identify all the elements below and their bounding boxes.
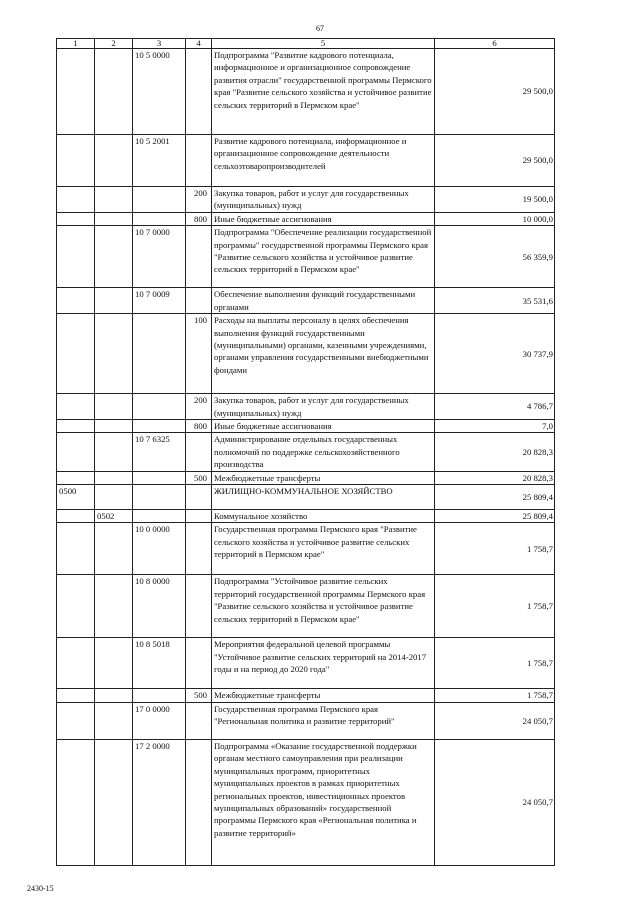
cell-c6: 1 758,7	[435, 523, 555, 575]
cell-c5: Иные бюджетные ассигнования	[212, 420, 435, 433]
cell-c6: 24 050,7	[435, 702, 555, 739]
cell-c3	[133, 314, 186, 394]
cell-c1	[57, 226, 95, 288]
cell-c2	[95, 575, 133, 638]
cell-c4	[186, 739, 212, 865]
cell-c6: 1 758,7	[435, 575, 555, 638]
table-row	[57, 288, 555, 314]
cell-c5: Подпрограмма "Развитие кадрового потенциала, информационное и организационное сопровождение развития отрасли" государственной программы Пермского края "Развитие сельского хозяйства и устойчивое развитие сельских территорий в Пермском крае"	[212, 49, 435, 135]
cell-c6: 20 828,3	[435, 471, 555, 484]
cell-c3	[133, 420, 186, 433]
cell-c3	[133, 485, 186, 510]
cell-c1	[57, 638, 95, 689]
cell-c6: 4 786,7	[435, 394, 555, 420]
cell-c4	[186, 638, 212, 689]
cell-c3	[133, 212, 186, 225]
cell-c5: Подпрограмма «Оказание государственной поддержки органам местного самоуправления при реализации муниципальных программ, приоритетных муниципальных проектов в рамках приоритетных региональных проектов, инвестиционных проектов муниципальных образований» государственной программы Пермского края «Региональная политика и развитие территорий»	[212, 739, 435, 865]
cell-c2	[95, 226, 133, 288]
cell-c4	[186, 485, 212, 510]
cell-c3: 10 8 0000	[133, 575, 186, 638]
cell-c5: Государственная программа Пермского края "Региональная политика и развитие территорий"	[212, 702, 435, 739]
cell-c4	[186, 135, 212, 187]
cell-c3	[133, 187, 186, 213]
cell-c3: 10 7 6325	[133, 433, 186, 471]
cell-c2	[95, 135, 133, 187]
cell-c3: 10 7 0009	[133, 288, 186, 314]
cell-c6: 25 809,4	[435, 485, 555, 510]
cell-c5: Закупка товаров, работ и услуг для государственных (муниципальных) нужд	[212, 187, 435, 213]
cell-c2	[95, 49, 133, 135]
cell-c3: 10 5 2001	[133, 135, 186, 187]
cell-c1	[57, 433, 95, 471]
cell-c6: 19 500,0	[435, 187, 555, 213]
cell-c3: 17 2 0000	[133, 739, 186, 865]
cell-c2	[95, 471, 133, 484]
cell-c3: 17 0 0000	[133, 702, 186, 739]
cell-c4: 800	[186, 212, 212, 225]
cell-c6: 29 500,0	[435, 135, 555, 187]
cell-c5: Межбюджетные трансферты	[212, 471, 435, 484]
table-row	[57, 135, 555, 187]
cell-c6: 1 758,7	[435, 689, 555, 702]
cell-c3: 10 8 5018	[133, 638, 186, 689]
cell-c6: 30 737,9	[435, 314, 555, 394]
cell-c1	[57, 523, 95, 575]
header-cell: 6	[435, 39, 555, 49]
cell-c4: 500	[186, 689, 212, 702]
cell-c4: 100	[186, 314, 212, 394]
cell-c2	[95, 420, 133, 433]
cell-c5: Администрирование отдельных государственных полномочий по поддержке сельскохозяйственного производства	[212, 433, 435, 471]
cell-c5: Расходы на выплаты персоналу в целях обеспечения выполнения функций государственными (муниципальными) органами, казенными учреждениями, органами управления государственными внебюджетными фондами	[212, 314, 435, 394]
cell-c1	[57, 394, 95, 420]
cell-c2	[95, 485, 133, 510]
cell-c4	[186, 288, 212, 314]
cell-c5: Межбюджетные трансферты	[212, 689, 435, 702]
cell-c5: Закупка товаров, работ и услуг для государственных (муниципальных) нужд	[212, 394, 435, 420]
table-row	[57, 433, 555, 471]
table-row	[57, 523, 555, 575]
cell-c2	[95, 523, 133, 575]
table-row	[57, 314, 555, 394]
cell-c3	[133, 510, 186, 523]
cell-c2	[95, 739, 133, 865]
cell-c6: 56 359,9	[435, 226, 555, 288]
cell-c6: 7,0	[435, 420, 555, 433]
cell-c5: Подпрограмма "Обеспечение реализации государственной программы" государственной программы Пермского края "Развитие сельского хозяйства и устойчивое развитие сельских территорий в Пермском крае"	[212, 226, 435, 288]
cell-c4	[186, 523, 212, 575]
cell-c5: Мероприятия федеральной целевой программы "Устойчивое развитие сельских территорий на 2014-2017 годы и на период до 2020 года"	[212, 638, 435, 689]
cell-c1	[57, 420, 95, 433]
cell-c4	[186, 575, 212, 638]
cell-c3	[133, 689, 186, 702]
cell-c6: 10 000,0	[435, 212, 555, 225]
cell-c4: 500	[186, 471, 212, 484]
cell-c2	[95, 187, 133, 213]
cell-c4: 200	[186, 394, 212, 420]
header-cell: 2	[95, 39, 133, 49]
cell-c4: 800	[186, 420, 212, 433]
cell-c3	[133, 471, 186, 484]
cell-c1	[57, 702, 95, 739]
cell-c2: 0502	[95, 510, 133, 523]
cell-c2	[95, 212, 133, 225]
cell-c2	[95, 394, 133, 420]
table-row	[57, 187, 555, 213]
cell-c1	[57, 471, 95, 484]
header-cell: 3	[133, 39, 186, 49]
table-header-row	[57, 39, 555, 49]
budget-table	[56, 38, 555, 866]
cell-c1	[57, 212, 95, 225]
cell-c5: Развитие кадрового потенциала, информационное и организационное сопровождение деятельности сельхозтоваропроизводителей	[212, 135, 435, 187]
cell-c5: Обеспечение выполнения функций государственными органами	[212, 288, 435, 314]
page-number: 67	[316, 24, 324, 33]
cell-c2	[95, 314, 133, 394]
cell-c1	[57, 135, 95, 187]
table-row	[57, 420, 555, 433]
cell-c6: 35 531,6	[435, 288, 555, 314]
header-cell: 1	[57, 39, 95, 49]
table-row	[57, 739, 555, 865]
cell-c4	[186, 433, 212, 471]
cell-c2	[95, 702, 133, 739]
cell-c5: Государственная программа Пермского края "Развитие сельского хозяйства и устойчивое развитие сельских территорий в Пермском крае"	[212, 523, 435, 575]
cell-c2	[95, 288, 133, 314]
cell-c1	[57, 689, 95, 702]
cell-c6: 20 828,3	[435, 433, 555, 471]
cell-c6: 1 758,7	[435, 638, 555, 689]
cell-c4: 200	[186, 187, 212, 213]
table-row	[57, 485, 555, 510]
cell-c1	[57, 49, 95, 135]
cell-c5: Иные бюджетные ассигнования	[212, 212, 435, 225]
cell-c1	[57, 314, 95, 394]
cell-c2	[95, 689, 133, 702]
table-row	[57, 49, 555, 135]
cell-c3: 10 0 0000	[133, 523, 186, 575]
cell-c1	[57, 739, 95, 865]
table-row	[57, 510, 555, 523]
cell-c1	[57, 510, 95, 523]
document-code: 2430-15	[27, 884, 54, 893]
cell-c5: Коммунальное хозяйство	[212, 510, 435, 523]
cell-c2	[95, 433, 133, 471]
cell-c1: 0500	[57, 485, 95, 510]
cell-c1	[57, 288, 95, 314]
table-row	[57, 394, 555, 420]
table-row	[57, 226, 555, 288]
table-row	[57, 575, 555, 638]
cell-c2	[95, 638, 133, 689]
cell-c4	[186, 226, 212, 288]
cell-c5: ЖИЛИЩНО-КОММУНАЛЬНОЕ ХОЗЯЙСТВО	[212, 485, 435, 510]
cell-c6: 25 809,4	[435, 510, 555, 523]
cell-c4	[186, 702, 212, 739]
cell-c4	[186, 510, 212, 523]
table-row	[57, 702, 555, 739]
table-row	[57, 212, 555, 225]
header-cell: 4	[186, 39, 212, 49]
cell-c3: 10 7 0000	[133, 226, 186, 288]
cell-c5: Подпрограмма "Устойчивое развитие сельских территорий государственной программы Пермского края "Развитие сельского хозяйства и устойчивое развитие сельских территорий в Пермском крае"	[212, 575, 435, 638]
cell-c4	[186, 49, 212, 135]
cell-c3: 10 5 0000	[133, 49, 186, 135]
cell-c6: 29 500,0	[435, 49, 555, 135]
cell-c1	[57, 575, 95, 638]
cell-c1	[57, 187, 95, 213]
table-row	[57, 471, 555, 484]
cell-c6: 24 050,7	[435, 739, 555, 865]
table-row	[57, 689, 555, 702]
table-row	[57, 638, 555, 689]
cell-c3	[133, 394, 186, 420]
header-cell: 5	[212, 39, 435, 49]
